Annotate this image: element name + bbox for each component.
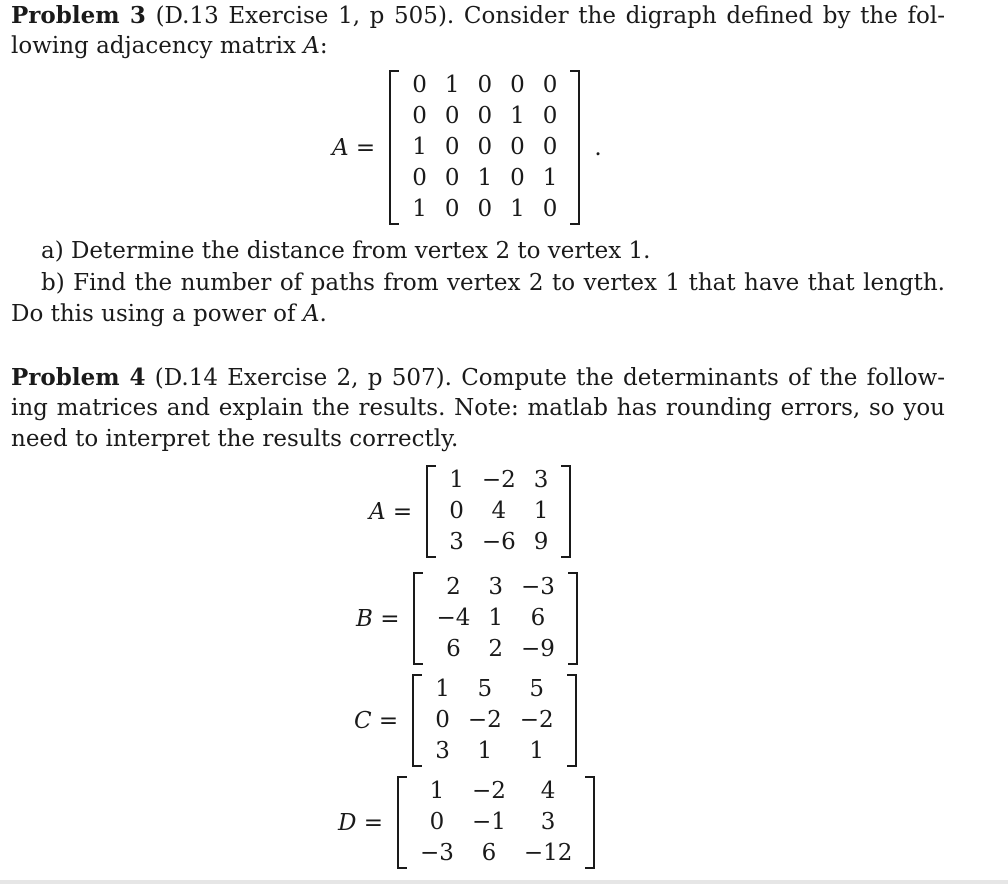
matrix-cell: 1 (510, 103, 525, 129)
matrix-cell: 1 (488, 605, 504, 631)
matrix-label: A = (332, 134, 376, 161)
problem3-part-b-cont (11, 299, 945, 330)
matrix-cell: 1 (444, 72, 460, 98)
problem4-line2: ing matrices and explain the results. Note: matlab has rounding errors, so you (11, 395, 945, 421)
matrix-cell: −2 (481, 467, 516, 493)
matrix-cell: 1 (477, 738, 493, 764)
matrix-bracket (387, 70, 582, 225)
matrix-d-bracket (395, 776, 597, 869)
problem4-matrix-c-block (354, 674, 579, 767)
problem3-part-a: a) Determine the distance from vertex 2 to vertex 1. (41, 238, 651, 264)
matrix-cell: 1 (533, 498, 549, 524)
matrix-row (411, 776, 581, 807)
matrix-row (403, 70, 566, 101)
matrix-cell: 6 (530, 605, 546, 631)
matrix-cell: 0 (412, 103, 427, 129)
problem4-matrix-b-block (356, 572, 580, 665)
matrix-cell: −3 (521, 574, 555, 600)
matrix-cell: 2 (488, 636, 504, 662)
matrix-cell: −6 (481, 529, 516, 555)
matrix-cell: 3 (449, 529, 464, 555)
matrix-row (440, 527, 557, 558)
matrix-row (426, 705, 562, 736)
problem3-title: Problem 3 (11, 2, 146, 29)
problem3-line1 (11, 0, 945, 32)
matrix-row (427, 572, 563, 603)
problem4-line1 (11, 362, 945, 394)
part-b-var: A (302, 301, 320, 327)
matrix-cell: −3 (420, 840, 454, 866)
matrix-row (440, 496, 557, 527)
matrix-a-bracket (424, 465, 573, 558)
matrix-d (411, 776, 581, 869)
adjacency-matrix (403, 70, 566, 225)
matrix-cell: −4 (436, 605, 471, 631)
matrix-cell: 4 (491, 498, 507, 524)
matrix-cell: 0 (435, 707, 450, 733)
matrix-row (403, 101, 566, 132)
matrix-cell: −1 (471, 809, 506, 835)
matrix-cell: 0 (412, 72, 427, 98)
matrix-cell: 9 (533, 529, 549, 555)
matrix-row (426, 736, 562, 767)
matrix-cell: 0 (542, 196, 558, 222)
problem3-matrix-block (332, 70, 602, 225)
matrix-cell: 0 (444, 196, 460, 222)
problem4-title: Problem 4 (11, 364, 146, 391)
matrix-cell: −12 (523, 840, 573, 866)
matrix-b-label: B = (356, 605, 400, 632)
matrix-d-label: D = (338, 809, 384, 836)
matrix-cell: 0 (510, 134, 525, 160)
problem4-matrix-a-block (369, 465, 573, 558)
part-b-end: . (319, 301, 327, 327)
matrix-row (411, 807, 581, 838)
matrix-row (403, 132, 566, 163)
matrix-cell: −2 (471, 778, 506, 804)
matrix-cell: 1 (412, 134, 427, 160)
problem3-ref: (D.13 Exercise 1, p 505). (155, 3, 455, 29)
matrix-cell: 1 (477, 165, 493, 191)
matrix-cell: 0 (444, 103, 460, 129)
matrix-cell: 1 (510, 196, 525, 222)
matrix-c-label: C = (354, 707, 399, 734)
matrix-cell: 0 (542, 72, 558, 98)
problem4-matrix-d-block (338, 776, 597, 869)
bottom-divider (0, 880, 1008, 884)
matrix-b-bracket (411, 572, 579, 665)
matrix-cell: 1 (529, 738, 544, 764)
matrix-cell: −2 (519, 707, 554, 733)
matrix-cell: 0 (444, 165, 460, 191)
matrix-cell: 1 (412, 196, 427, 222)
matrix-row (426, 674, 562, 705)
matrix-cell: 2 (446, 574, 461, 600)
matrix-cell: 6 (481, 840, 497, 866)
matrix-cell: 1 (449, 467, 464, 493)
matrix-cell: 0 (477, 72, 493, 98)
matrix-cell: 0 (510, 165, 525, 191)
matrix-cell: 0 (542, 134, 558, 160)
matrix-cell: 0 (444, 134, 460, 160)
problem3-part-b: b) Find the number of paths from vertex 2 to vertex 1 that have that length. (41, 270, 945, 296)
matrix-period: . (594, 134, 602, 161)
matrix-cell: 3 (488, 574, 504, 600)
problem4-line3: need to interpret the results correctly. (11, 426, 459, 452)
matrix-cell: 3 (540, 809, 556, 835)
problem3-line2-var: A (303, 33, 320, 59)
matrix-cell: 0 (429, 809, 445, 835)
matrix-cell: 5 (529, 676, 544, 702)
matrix-cell: 0 (477, 103, 493, 129)
matrix-cell: 0 (477, 196, 493, 222)
matrix-cell: 3 (435, 738, 450, 764)
matrix-cell: 0 (449, 498, 464, 524)
matrix-a (440, 465, 557, 558)
problem3-line2 (11, 31, 945, 62)
matrix-row (440, 465, 557, 496)
matrix-cell: 0 (542, 103, 558, 129)
problem3-line2-colon: : (319, 33, 328, 59)
matrix-row (411, 838, 581, 869)
matrix-c-bracket (410, 674, 578, 767)
problem4-line1-text: (D.14 Exercise 2, p 507). Compute the determinants of the follow- (154, 365, 945, 391)
matrix-cell: 3 (533, 467, 549, 493)
matrix-cell: −2 (467, 707, 502, 733)
matrix-row (403, 194, 566, 225)
matrix-cell: 0 (477, 134, 493, 160)
matrix-b (427, 572, 563, 665)
matrix-a-label: A = (369, 498, 413, 525)
problem3-line2-text: lowing adjacency matrix (11, 33, 296, 59)
matrix-c (426, 674, 562, 767)
matrix-cell: 1 (429, 778, 445, 804)
matrix-cell: 5 (477, 676, 493, 702)
problem3-intro: Consider the digraph defined by the fol- (463, 3, 945, 29)
matrix-cell: 0 (510, 72, 525, 98)
part-b-cont-text: Do this using a power of (11, 301, 296, 327)
matrix-cell: −9 (521, 636, 555, 662)
matrix-row (427, 634, 563, 665)
matrix-row (427, 603, 563, 634)
matrix-row (403, 163, 566, 194)
matrix-cell: 6 (446, 636, 461, 662)
matrix-cell: 4 (540, 778, 556, 804)
matrix-cell: 1 (542, 165, 558, 191)
matrix-cell: 1 (435, 676, 450, 702)
matrix-cell: 0 (412, 165, 427, 191)
